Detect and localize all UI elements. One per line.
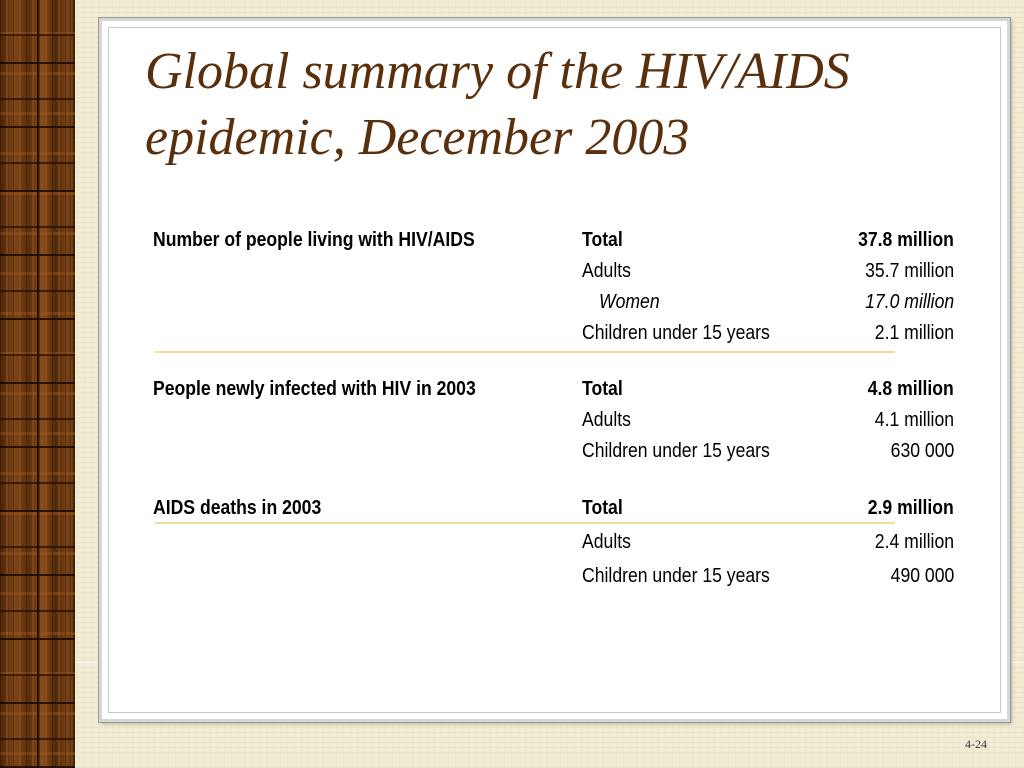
row-label-children: Children under 15 years bbox=[582, 565, 770, 587]
slide-title-line-2: epidemic, December 2003 bbox=[145, 109, 690, 166]
section-heading-new-infections: People newly infected with HIV in 2003 bbox=[153, 378, 476, 400]
row-value-women: 17.0 million bbox=[864, 291, 954, 313]
row-label-total: Total bbox=[582, 229, 623, 251]
row-label-children: Children under 15 years bbox=[582, 322, 770, 344]
row-value-children: 490 000 bbox=[890, 565, 954, 587]
row-value-adults: 35.7 million bbox=[864, 260, 954, 282]
section-heading-living: Number of people living with HIV/AIDS bbox=[153, 229, 475, 251]
row-label-adults: Adults bbox=[582, 260, 631, 282]
row-value-children: 630 000 bbox=[890, 440, 954, 462]
row-label-adults: Adults bbox=[582, 531, 631, 553]
slide-panel bbox=[99, 18, 1010, 722]
row-value-total: 2.9 million bbox=[867, 497, 954, 519]
row-value-adults: 4.1 million bbox=[874, 409, 954, 431]
row-value-adults: 2.4 million bbox=[874, 531, 954, 553]
section-separator bbox=[155, 351, 895, 353]
wood-border-decoration bbox=[0, 0, 75, 768]
slide-title-line-1: Global summary of the HIV/AIDS bbox=[145, 43, 850, 100]
row-value-total: 37.8 million bbox=[858, 229, 954, 251]
row-label-adults: Adults bbox=[582, 409, 631, 431]
row-label-children: Children under 15 years bbox=[582, 440, 770, 462]
slide-title bbox=[145, 39, 1005, 171]
row-value-children: 2.1 million bbox=[874, 322, 954, 344]
row-label-women: Women bbox=[599, 291, 660, 313]
section-heading-deaths: AIDS deaths in 2003 bbox=[153, 497, 322, 519]
row-value-total: 4.8 million bbox=[867, 378, 954, 400]
slide-number: 4-24 bbox=[965, 737, 987, 751]
section-separator bbox=[155, 522, 895, 524]
row-label-total: Total bbox=[582, 378, 623, 400]
row-label-total: Total bbox=[582, 497, 623, 519]
